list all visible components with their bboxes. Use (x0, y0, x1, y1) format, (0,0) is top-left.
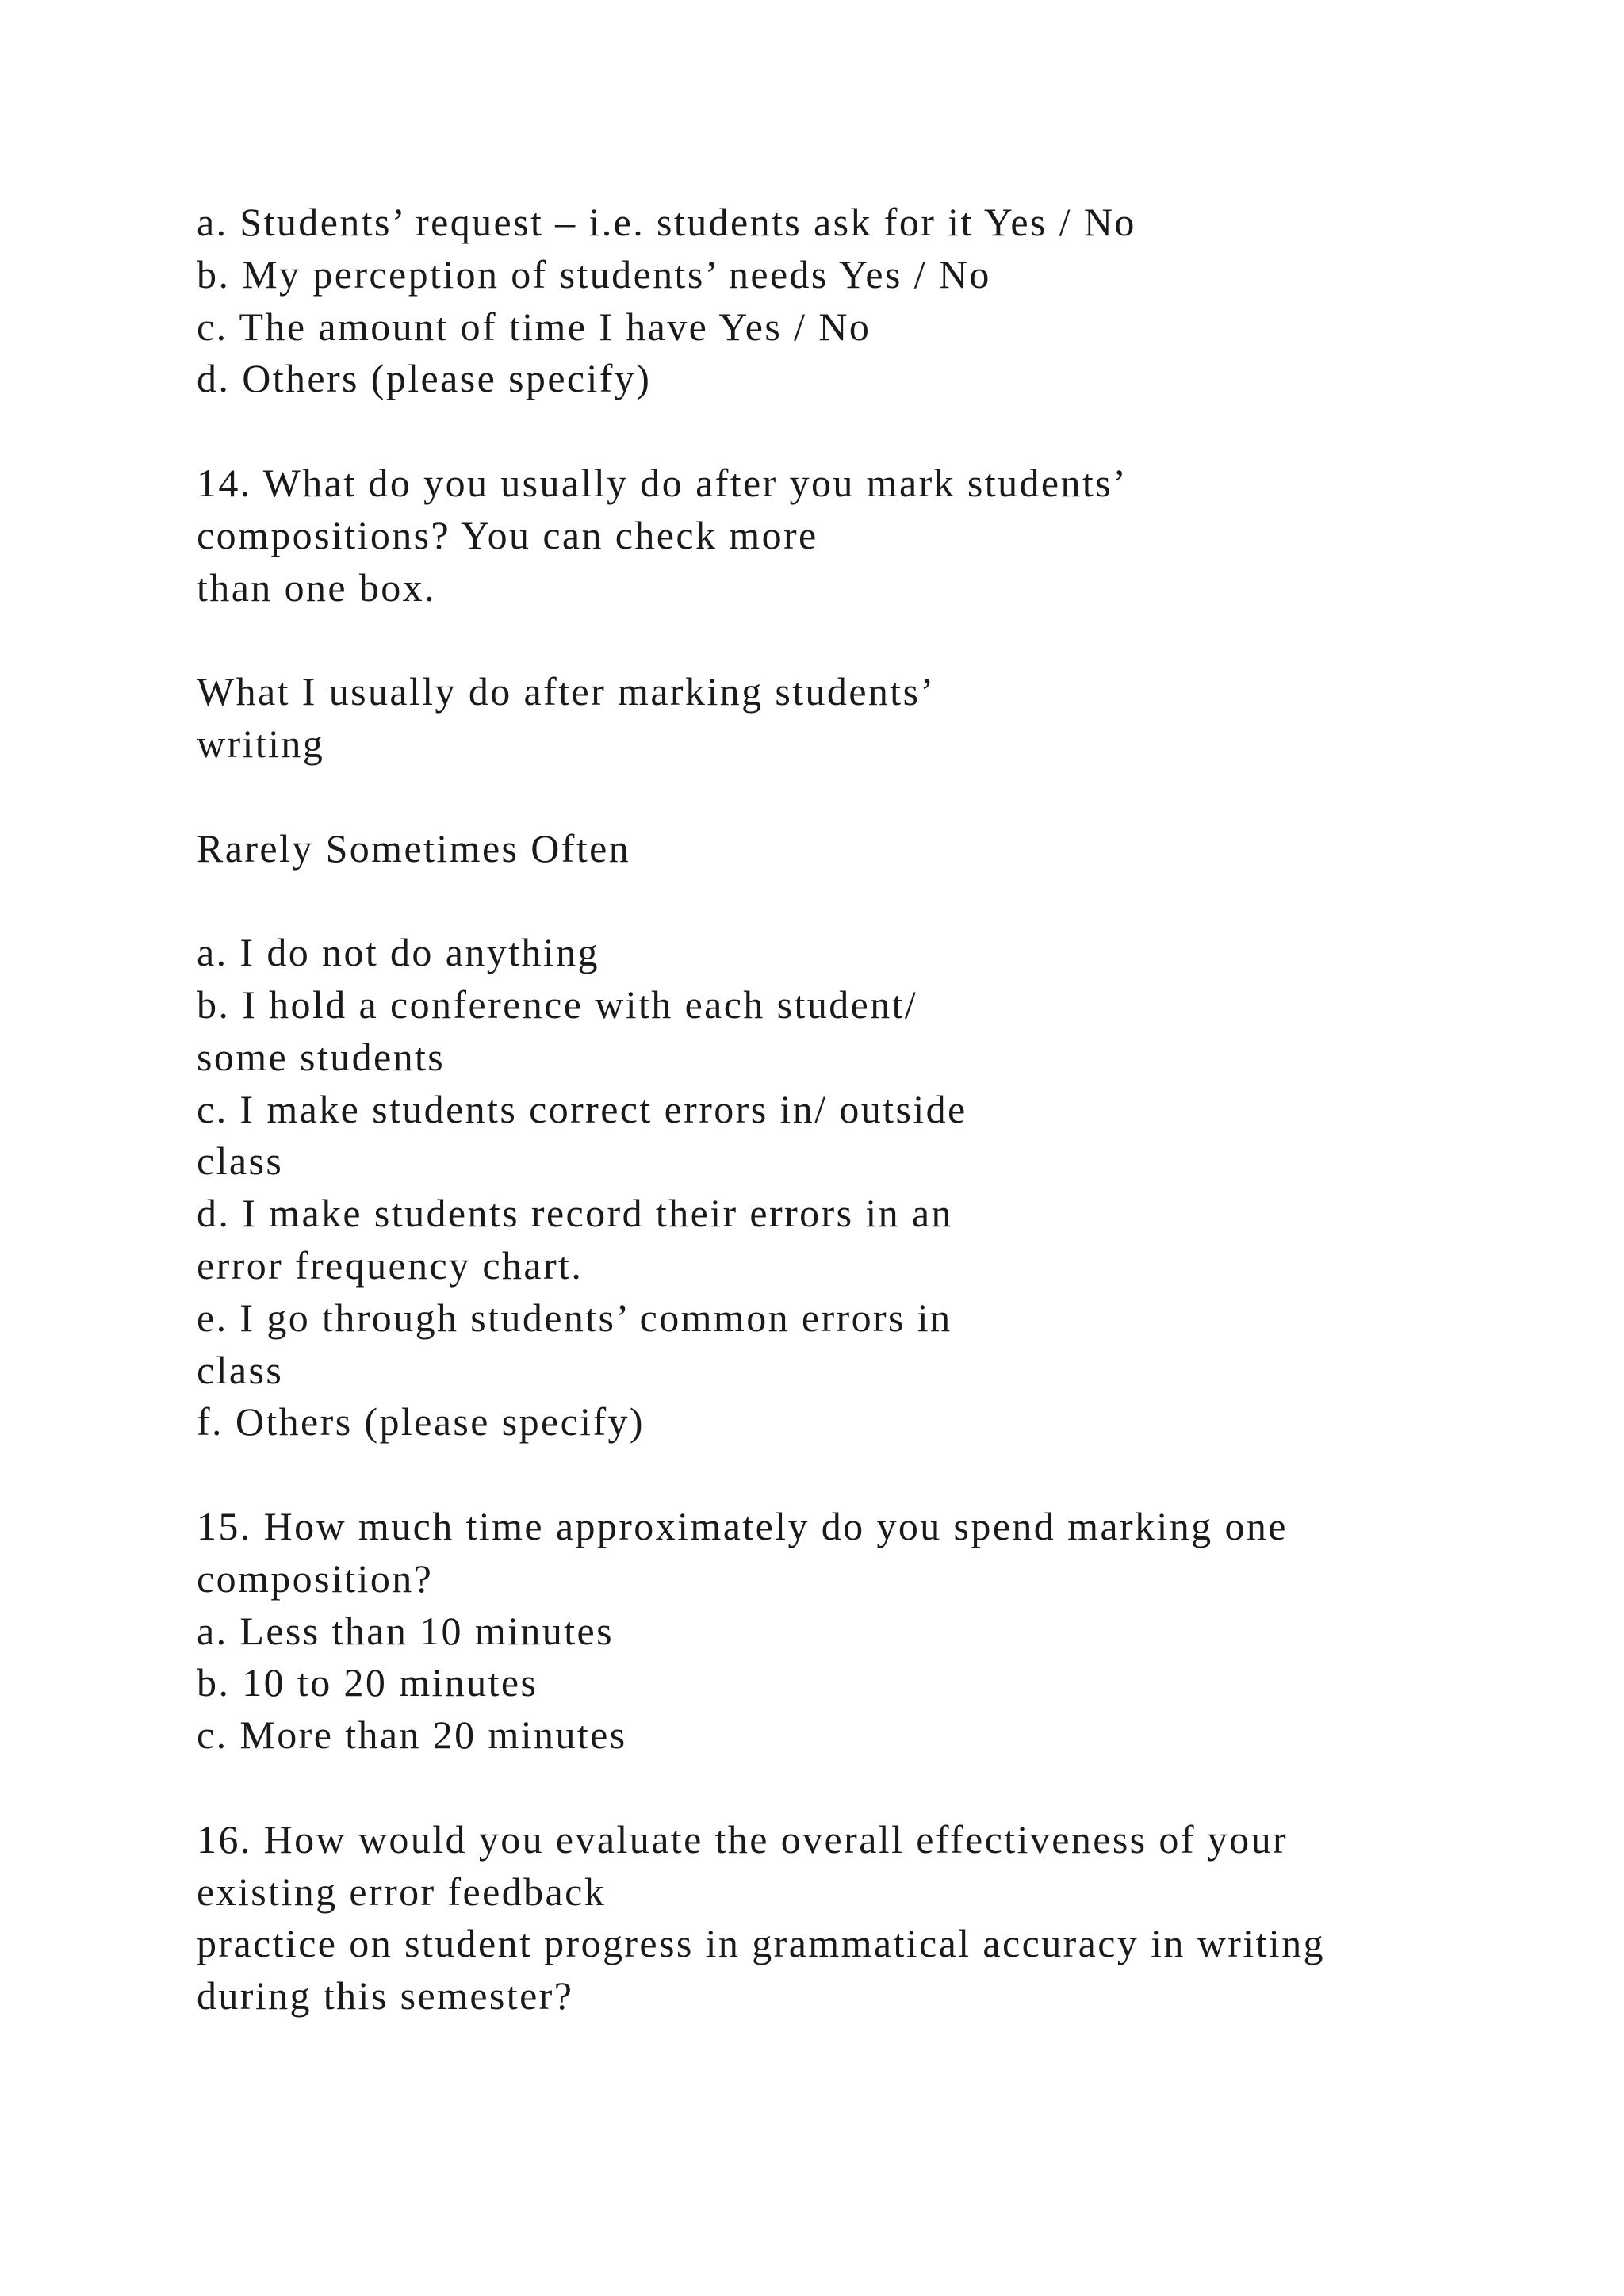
spacer (197, 1448, 1545, 1501)
q14-question-line: than one box. (197, 564, 436, 610)
q15-question-line: composition? (197, 1556, 434, 1601)
q14-options (197, 927, 1545, 1448)
spacer (197, 771, 1545, 823)
q15-option-a: a. Less than 10 minutes (197, 1608, 614, 1653)
q14-table-heading (197, 666, 1545, 771)
q15-question (197, 1501, 1545, 1605)
spacer (197, 405, 1545, 457)
q15-option-b: b. 10 to 20 minutes (197, 1660, 538, 1705)
q15-question-line: 15. How much time approximately do you spend marking one (197, 1503, 1288, 1548)
document-page (197, 197, 1545, 2022)
q15-option-c: c. More than 20 minutes (197, 1712, 627, 1758)
q13-option-a: a. Students’ request – i.e. students ask for it Yes / No (197, 200, 1136, 244)
q16-question-line: practice on student progress in grammatical accuracy in writing (197, 1921, 1325, 1966)
q13-option-d: d. Others (please specify) (197, 356, 652, 401)
q14-option-line: d. I make students record their errors in an (197, 1191, 953, 1236)
q14-question-line: 14. What do you usually do after you mark students’ (197, 460, 1128, 505)
q14-heading-line: What I usually do after marking students’ (197, 669, 936, 714)
q14-option-line: f. Others (please specify) (197, 1399, 645, 1445)
q13-option-c: c. The amount of time I have Yes / No (197, 304, 871, 349)
spacer (197, 614, 1545, 666)
q14-option-line: e. I go through students’ common errors in (197, 1295, 952, 1340)
q14-option-line: error frequency chart. (197, 1242, 584, 1288)
q14-option-line: some students (197, 1034, 446, 1079)
q16-question-line: existing error feedback (197, 1869, 607, 1914)
q16-question-line: 16. How would you evaluate the overall effectiveness of your (197, 1816, 1289, 1862)
spacer (197, 1762, 1545, 1814)
q16-question-line: during this semester? (197, 1973, 574, 2019)
q13-option-b: b. My perception of students’ needs Yes / No (197, 251, 991, 297)
q15-options (197, 1605, 1545, 1762)
q14-option-line: b. I hold a conference with each student/ (197, 982, 918, 1027)
spacer (197, 874, 1545, 927)
q16-question (197, 1814, 1545, 2022)
q14-option-line: class (197, 1138, 284, 1184)
q14-question (197, 457, 1545, 614)
q14-heading-line: writing (197, 721, 325, 766)
q14-frequency-scale: Rarely Sometimes Often (197, 825, 631, 871)
q14-option-line: class (197, 1347, 284, 1392)
q13-options (197, 197, 1545, 405)
q14-question-line: compositions? You can check more (197, 512, 818, 557)
q14-option-line: a. I do not do anything (197, 930, 599, 975)
q14-option-line: c. I make students correct errors in/ outside (197, 1086, 967, 1131)
